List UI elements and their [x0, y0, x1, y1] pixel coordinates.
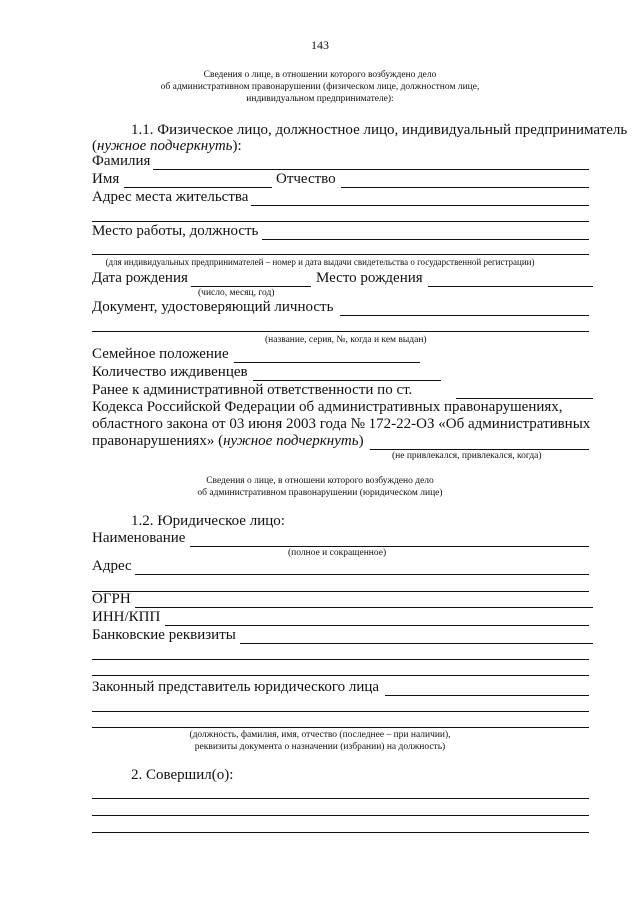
- label-bank: Банковские реквизиты: [92, 627, 236, 643]
- label-birth-date: Дата рождения: [92, 270, 188, 286]
- prior-text-part: правонарушениях» (: [92, 433, 224, 449]
- committed-field-3[interactable]: [92, 832, 589, 833]
- label-ogrn: ОГРН: [92, 591, 131, 607]
- prior-text-part: ): [358, 433, 364, 449]
- work-field-2[interactable]: [92, 254, 589, 255]
- bank-field-2[interactable]: [92, 659, 589, 660]
- label-marital: Семейное положение: [92, 346, 229, 362]
- marital-field[interactable]: [234, 362, 420, 363]
- label-name: Имя: [92, 171, 120, 187]
- org-name-note: (полное и сокращенное): [288, 548, 387, 558]
- header-line: Сведения о лице, в отношени которого возбуждено дело: [206, 476, 434, 486]
- surname-field[interactable]: [153, 169, 589, 170]
- header-line: Сведения о лице, в отношении которого возбуждено дело: [203, 70, 437, 80]
- prior-text: областного закона от 03 июня 2003 года № 172-22-ОЗ «Об административных: [92, 416, 591, 432]
- address-field[interactable]: [251, 205, 589, 206]
- label-id-doc: Документ, удостоверяющий личность: [92, 299, 334, 315]
- label-surname: Фамилия: [92, 153, 151, 169]
- label-org-name: Наименование: [92, 530, 186, 546]
- prior-note: (не привлекался, привлекался, когда): [392, 451, 542, 461]
- representative-field-2[interactable]: [92, 711, 589, 712]
- birth-date-field[interactable]: [191, 286, 311, 287]
- hint-text: нужное подчеркнуть: [97, 138, 233, 154]
- bank-field[interactable]: [240, 643, 593, 644]
- org-address-field-2[interactable]: [92, 591, 589, 592]
- page-number: 143: [311, 38, 329, 52]
- label-representative: Законный представитель юридического лица: [92, 679, 380, 695]
- org-name-field[interactable]: [190, 546, 589, 547]
- label-work: Место работы, должность: [92, 223, 259, 239]
- entrepreneur-note: (для индивидуальных предпринимателей – номер и дата выдачи свидетельства о государственной регистрации): [105, 257, 535, 267]
- birth-place-field[interactable]: [428, 286, 593, 287]
- inn-field[interactable]: [165, 625, 589, 626]
- label-dependents: Количество иждивенцев: [92, 364, 248, 380]
- representative-field-3[interactable]: [92, 727, 589, 728]
- section-title: 1.2. Юридическое лицо:: [131, 513, 285, 529]
- id-note: (название, серия, №, когда и кем выдан): [265, 335, 427, 345]
- header-line: об административном правонарушении (юридическом лице): [197, 488, 443, 498]
- hint-paren: (: [92, 138, 97, 154]
- prior-hint: нужное подчеркнуть: [223, 433, 359, 449]
- dependents-field[interactable]: [253, 380, 441, 381]
- bank-field-3[interactable]: [92, 675, 589, 676]
- org-address-field[interactable]: [135, 574, 589, 575]
- prior-text: [92, 433, 364, 450]
- patronymic-field[interactable]: [341, 187, 589, 188]
- ogrn-field[interactable]: [135, 607, 593, 608]
- hint-paren: ):: [232, 138, 242, 154]
- representative-field[interactable]: [385, 695, 589, 696]
- address-field-2[interactable]: [92, 221, 589, 222]
- section-title: 2. Совершил(о):: [131, 767, 234, 783]
- label-address: Адрес места жительства: [92, 189, 249, 205]
- id-doc-field-2[interactable]: [92, 331, 589, 332]
- committed-field[interactable]: [92, 798, 589, 799]
- name-field[interactable]: [124, 187, 272, 188]
- label-birth-place: Место рождения: [316, 270, 423, 286]
- prior-text: Ранее к административной ответственности по ст.: [92, 382, 413, 398]
- committed-field-2[interactable]: [92, 815, 589, 816]
- prior-field[interactable]: [370, 449, 589, 450]
- work-field[interactable]: [262, 239, 589, 240]
- representative-note: реквизиты документа о назначении (избрании) на должность): [194, 742, 446, 752]
- header-line: индивидуальном предпринимателе):: [246, 94, 394, 104]
- representative-note: (должность, фамилия, имя, отчество (последнее – при наличии),: [189, 730, 451, 740]
- prior-text: Кодекса Российской Федерации об административных правонарушениях,: [92, 399, 563, 415]
- id-doc-field[interactable]: [340, 315, 589, 316]
- date-note: (число, месяц, год): [198, 288, 275, 298]
- section-title: 1.1. Физическое лицо, должностное лицо, индивидуальный предприниматель: [131, 122, 628, 138]
- header-line: об административном правонарушении (физическом лице, должностном лице,: [160, 82, 480, 92]
- label-inn: ИНН/КПП: [92, 609, 161, 625]
- label-patronymic: Отчество: [276, 171, 336, 187]
- label-org-address: Адрес: [92, 558, 132, 574]
